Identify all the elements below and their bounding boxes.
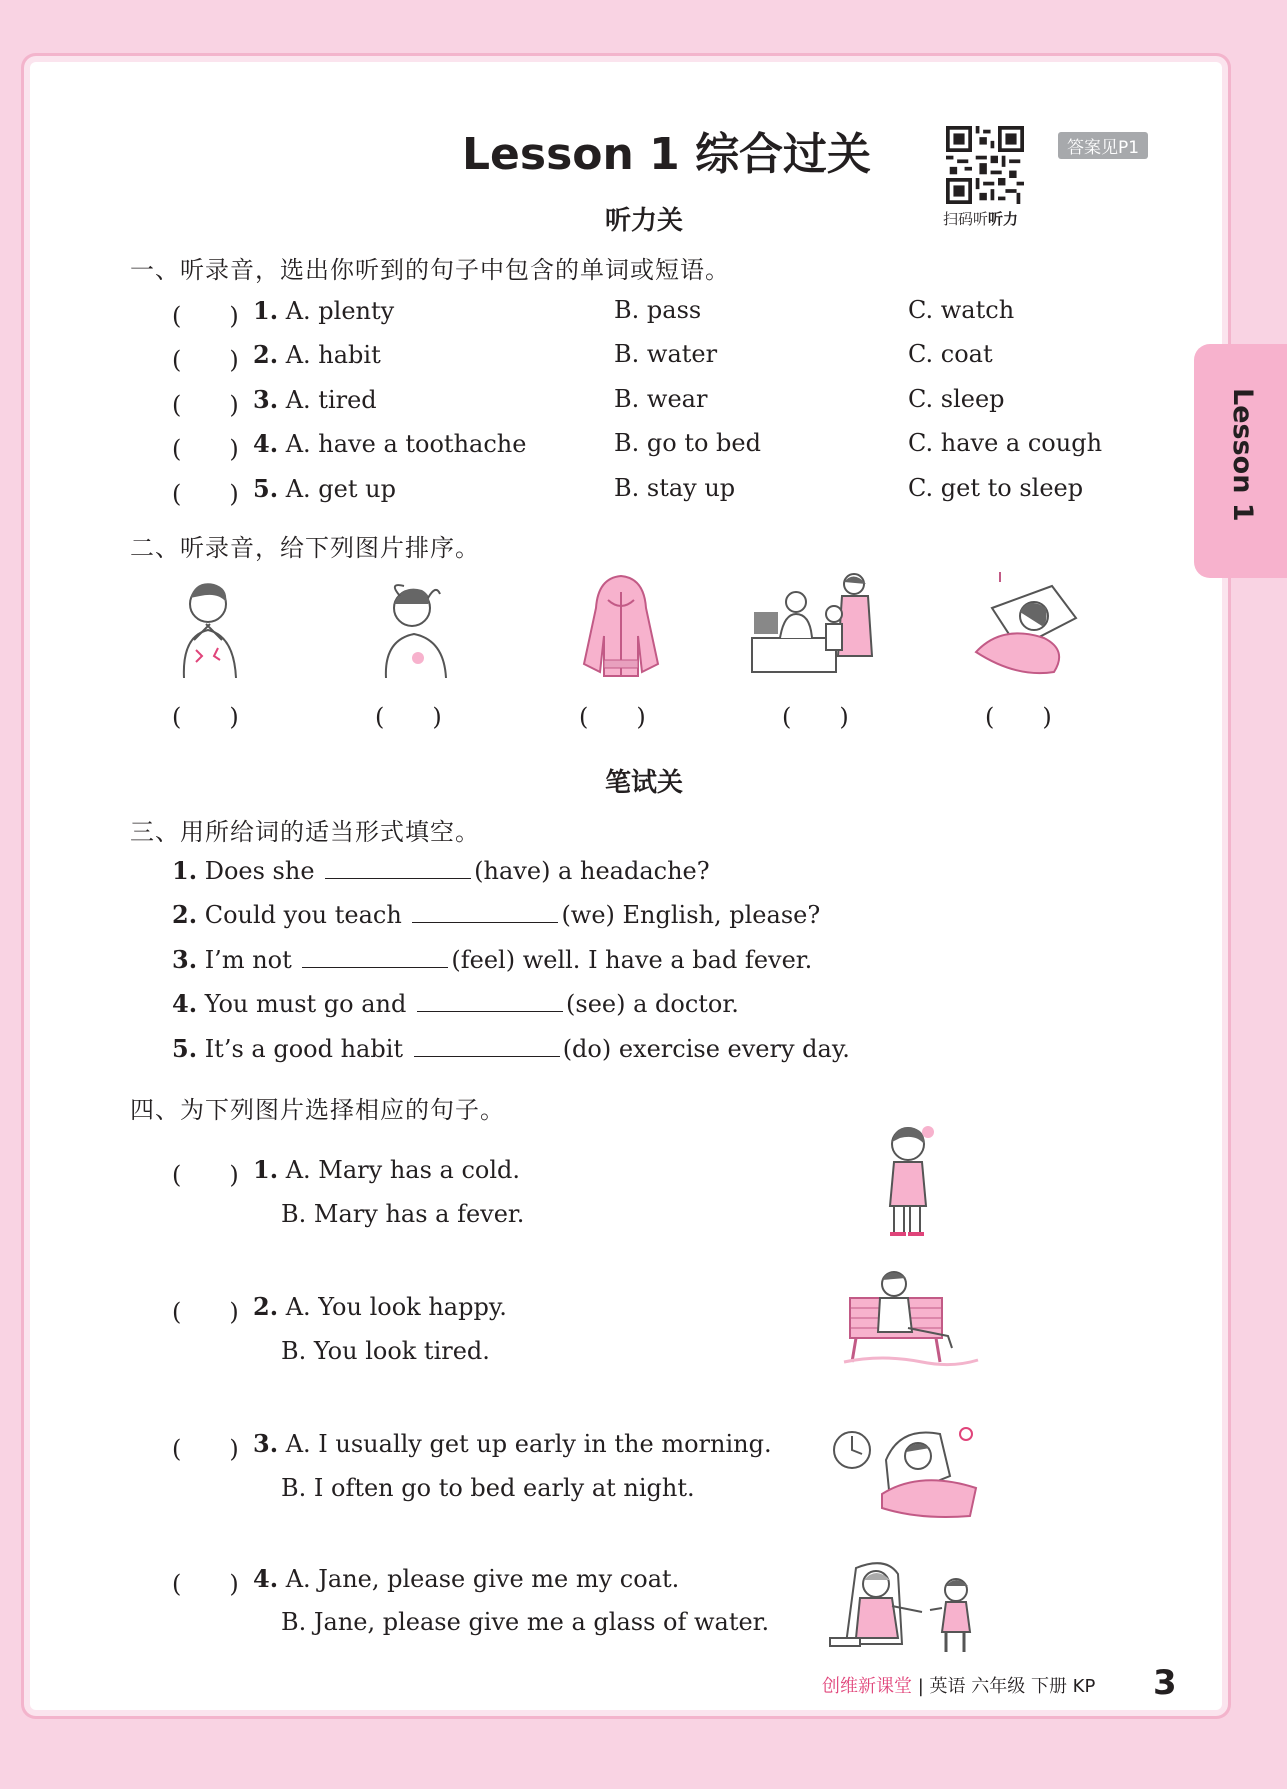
page-title: Lesson 1 综合过关 bbox=[462, 129, 872, 180]
fill-blank[interactable] bbox=[417, 991, 563, 1012]
answer-paren[interactable]: ( ) bbox=[172, 346, 239, 374]
answer-paren[interactable]: ( ) bbox=[172, 1161, 239, 1189]
brand-name: 创维新课堂 bbox=[822, 1676, 912, 1697]
girl-in-bed-picture bbox=[972, 568, 1080, 678]
qr-caption: 扫码听听力 bbox=[943, 210, 1019, 228]
qr-code[interactable] bbox=[946, 126, 1024, 204]
pink-coat-picture bbox=[578, 572, 664, 680]
list-item: 4. You must go and (see) a doctor. bbox=[172, 989, 739, 1018]
page-number: 3 bbox=[1153, 1663, 1177, 1703]
girl-waking-clock-picture bbox=[830, 1420, 980, 1520]
answer-paren[interactable]: ( ) bbox=[172, 435, 239, 463]
answer-paren[interactable]: ( ) bbox=[172, 1298, 239, 1326]
answer-paren[interactable]: ( ) bbox=[375, 703, 442, 731]
boy-on-bench-picture bbox=[842, 1262, 980, 1368]
answer-paren[interactable]: ( ) bbox=[172, 703, 239, 731]
girl-sneezing-picture bbox=[876, 1120, 942, 1242]
listening-section-title: 听力关 bbox=[605, 206, 684, 236]
answer-paren[interactable]: ( ) bbox=[172, 480, 239, 508]
doctor-visit-picture bbox=[750, 572, 886, 676]
list-item: 1. Does she (have) a headache? bbox=[172, 856, 710, 885]
q1-heading: 一、听录音，选出你听到的句子中包含的单词或短语。 bbox=[130, 256, 730, 284]
answer-paren[interactable]: ( ) bbox=[172, 302, 239, 330]
side-tab-label: Lesson 1 bbox=[1227, 388, 1258, 522]
fill-blank[interactable] bbox=[325, 858, 471, 879]
grandma-and-jane-picture bbox=[826, 1554, 980, 1660]
boy-toothache-picture bbox=[170, 574, 250, 678]
list-item: 5. It’s a good habit (do) exercise every day. bbox=[172, 1034, 850, 1063]
writing-section-title: 笔试关 bbox=[605, 768, 684, 798]
answer-paren[interactable]: ( ) bbox=[782, 703, 849, 731]
list-item: 2. Could you teach (we) English, please? bbox=[172, 900, 821, 929]
q3-heading: 三、用所给词的适当形式填空。 bbox=[130, 818, 480, 846]
q2-heading: 二、听录音，给下列图片排序。 bbox=[130, 534, 480, 562]
answer-paren[interactable]: ( ) bbox=[172, 391, 239, 419]
answer-paren[interactable]: ( ) bbox=[172, 1435, 239, 1463]
side-tab bbox=[1194, 344, 1287, 578]
fill-blank[interactable] bbox=[412, 902, 558, 923]
book-info: | 英语 六年级 下册 KP bbox=[912, 1676, 1096, 1697]
answer-paren[interactable]: ( ) bbox=[172, 1570, 239, 1598]
answer-badge: 答案见P1 bbox=[1058, 132, 1148, 159]
answer-paren[interactable]: ( ) bbox=[579, 703, 646, 731]
q4-heading: 四、为下列图片选择相应的句子。 bbox=[130, 1096, 505, 1124]
workbook-page: Lesson 1 综合过关 扫码听听力 答案见P1 Lesson 1 听力关 一、听录音，选出你听到的句子中包含的单词或短语。 ( ) 1. A. plenty B. pass C. watch ( ) 2. A. habit B. water C. coat ( ) 3. A. tired B. wear C. sleep ( ) 4. A. have a toothache B. go to bed C. have a cough ( ) 5. A. get up B. stay up C. get to sleep 二、听录音，给下列图片排序。 ( ) ( ) ( ) ( ) ( ) 笔试关 三、用所给词的适当形式填空。 1. Does she (have) a headache? 2. Could you teach (we) English, please? 3. I’m not (feel) well. I have a bad fever. 4. You must go and (see) a doctor. 5. It’s a good habit (do) exercise every day. 四、为下列图片选择相应的句子。 ( ) 1. A. Mary has a cold. B. Mary has a fever. ( ) 2. A. You look happy. B. You look tired. ( ) 3. A. I usually get up early in the morning. B. I often go to bed early at night. ( ) 4. A. Jane, please give me my coat. B. Jane, please give me a glass of water. 创维新课堂 | 英语 六年级 下册 KP 3 bbox=[0, 0, 1287, 1789]
boy-headache-picture bbox=[374, 574, 464, 678]
list-item: 3. I’m not (feel) well. I have a bad fever. bbox=[172, 945, 813, 974]
fill-blank[interactable] bbox=[302, 947, 448, 968]
answer-paren[interactable]: ( ) bbox=[985, 703, 1052, 731]
fill-blank[interactable] bbox=[414, 1036, 560, 1057]
footer bbox=[822, 1672, 1095, 1698]
